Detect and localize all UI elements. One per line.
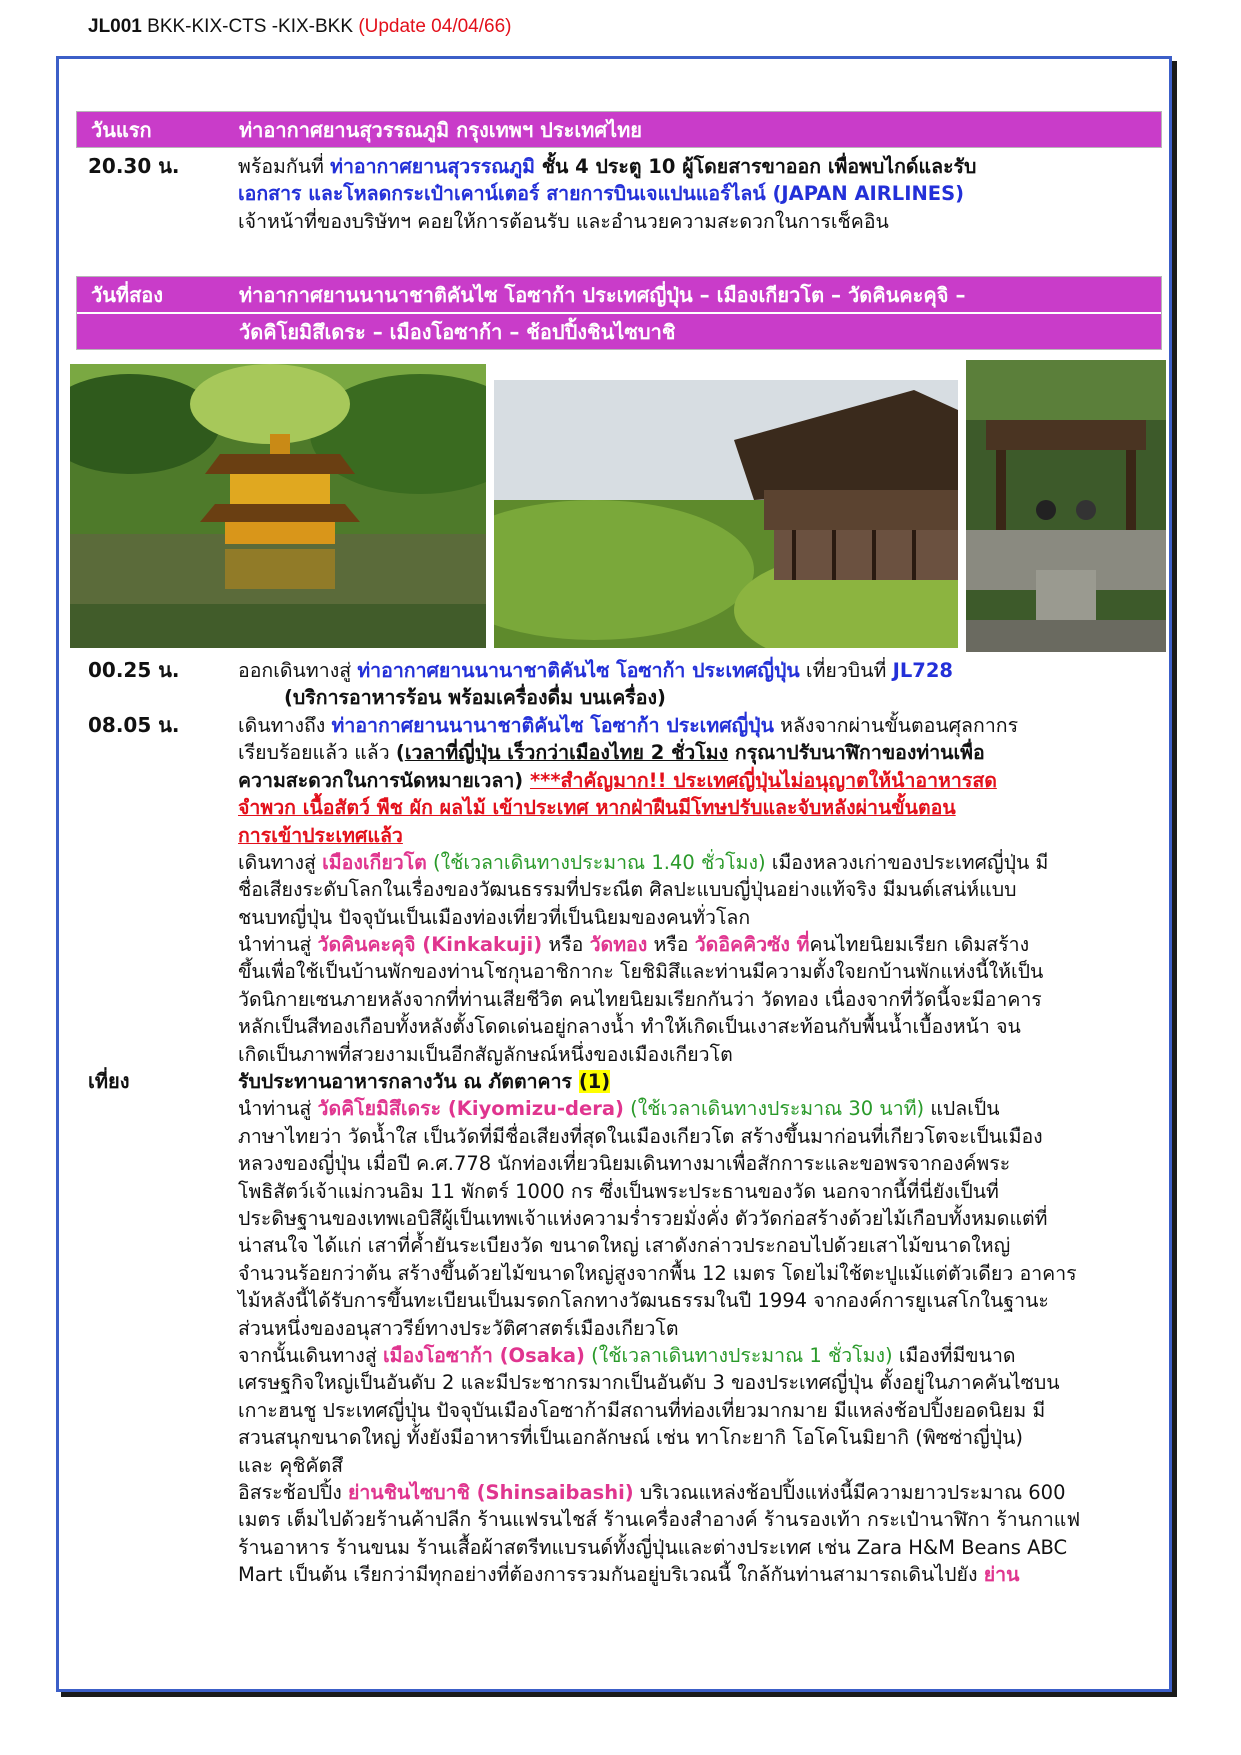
kinkakuji-photo bbox=[70, 364, 486, 648]
flight-line: ออกเดินทางสู่ ท่าอากาศยานนานาชาติคันไซ โอซาก้า ประเทศญี่ปุ่น เที่ยวบินที่ JL728 bbox=[238, 659, 953, 682]
kiyomizu-line5: ประดิษฐานของเทพเอบิสึผู้เป็นเทพเจ้าแห่งความร่ำรวยมั่งคั่ง ตัววัดก่อสร้างด้วยไม้เกือบทั้งหมดแต่ที่ bbox=[238, 1207, 1048, 1230]
kiyomizu-line9: ส่วนหนึ่งของอนุสาวรีย์ทางประวัติศาสตร์เมืองเกียวโต bbox=[238, 1317, 679, 1340]
osaka-line5: และ คุชิคัตสึ bbox=[238, 1454, 344, 1477]
kiyomizu-line7: จำนวนร้อยกว่าต้น สร้างขึ้นด้วยไม้ขนาดใหญ่สูงจากพื้น 12 เมตร โดยไม่ใช้ตะปูแม้แต่ตัวเดียว อาคาร bbox=[238, 1262, 1077, 1285]
kiyomizu-line8: ไม้หลังนี้ได้รับการขึ้นทะเบียนเป็นมรดกโลกทางวัฒนธรรมในปี 1994 จากองค์การยูเนสโกในฐานะ bbox=[238, 1289, 1049, 1312]
kiyomizu-line1: นำท่านสู่ วัดคิโยมิสึเดระ (Kiyomizu-dera) (ใช้เวลาเดินทางประมาณ 30 นาที) แปลเป็น bbox=[238, 1097, 1000, 1120]
day2-label: วันที่สอง bbox=[91, 282, 164, 307]
shinsaibashi-line3: ร้านอาหาร ร้านขนม ร้านเสื้อผ้าสตรีทแบรนด์ทั้งญี่ปุ่นและต่างประเทศ เช่น Zara H&M Beans ABC bbox=[238, 1536, 1068, 1559]
kinkakuji-line1: นำท่านสู่ วัดคินคะคุจิ (Kinkakuji) หรือ วัดทอง หรือ วัดอิคคิวซัง ที่คนไทยนิยมเรียก เดิมสร้าง bbox=[238, 933, 1030, 956]
kiyomizu-line3: หลวงของญี่ปุ่น เมื่อปี ค.ศ.778 นักท่องเที่ยวนิยมเดินทางมาเพื่อสักการะและขอพรจากองค์พระ bbox=[238, 1152, 1011, 1175]
meal-number: (1) bbox=[578, 1070, 611, 1093]
time-0025: 00.25 น. bbox=[88, 658, 180, 682]
kyoto-line2: ชื่อเสียงระดับโลกในเรื่องของวัฒนธรรมที่ประณีต ศิลปะแบบญี่ปุ่นอย่างแท้จริง มีมนต์เสน่ห์แบบ bbox=[238, 878, 1017, 901]
time-2030: 20.30 น. bbox=[88, 154, 180, 178]
osaka-line1: จากนั้นเดินทางสู่ เมืองโอซาก้า (Osaka) (ใช้เวลาเดินทางประมาณ 1 ชั่วโมง) เมืองที่มีขนาด bbox=[238, 1344, 1016, 1367]
document-code bbox=[88, 16, 511, 38]
day1-line3: เจ้าหน้าที่ของบริษัทฯ คอยให้การต้อนรับ และอำนวยความสะดวกในการเช็คอิน bbox=[238, 210, 889, 233]
arrival-line4: จำพวก เนื้อสัตว์ พืช ผัก ผลไม้ เข้าประเทศ หากฝ่าฝืนมีโทษปรับและจับหลังผ่านขั้นตอน bbox=[238, 796, 956, 819]
tour-route: BKK-KIX-CTS -KIX-BKK bbox=[141, 16, 359, 37]
day1-title: ท่าอากาศยานสุวรรณภูมิ กรุงเทพฯ ประเทศไทย bbox=[239, 117, 642, 142]
lunch-line: รับประทานอาหารกลางวัน ณ ภัตตาคาร (1) bbox=[238, 1070, 611, 1093]
kinkakuji-line3: วัดนิกายเซนภายหลังจากที่ท่านเสียชีวิต คนไทยนิยมเรียกกันว่า วัดทอง เนื่องจากที่วัดนี้จะมีอาคาร bbox=[238, 988, 1042, 1011]
day1-line2: เอกสาร และโหลดกระเป๋าเคาน์เตอร์ สายการบินเจแปนแอร์ไลน์ (JAPAN AIRLINES) bbox=[238, 182, 965, 205]
kinkakuji-line4: หลักเป็นสีทองเกือบทั้งหลังตั้งโดดเด่นอยู่กลางน้ำ ทำให้เกิดเป็นเงาสะท้อนกับพื้นน้ำเบื้องหน้า จน bbox=[238, 1015, 1021, 1038]
day2-title-line2: วัดคิโยมิสึเดระ – เมืองโอซาก้า – ช้อปปิ้งชินไซบาชิ bbox=[239, 319, 676, 344]
meal-service: (บริการอาหารร้อน พร้อมเครื่องดื่ม บนเครื่อง) bbox=[284, 686, 666, 709]
tour-code: JL001 bbox=[88, 16, 142, 37]
day2-title-line1: ท่าอากาศยานนานาชาติคันไซ โอซาก้า ประเทศญี่ปุ่น – เมืองเกียวโต – วัดคินคะคุจิ – bbox=[239, 282, 966, 307]
osaka-line3: เกาะฮนชู ประเทศญี่ปุ่น ปัจจุบันเมืองโอซาก้ามีสถานที่ท่องเที่ยวมากมาย มีแหล่งช้อปปิ้งยอดนิยม มี bbox=[238, 1399, 1046, 1422]
day1-label: วันแรก bbox=[91, 117, 152, 142]
time-noon: เที่ยง bbox=[88, 1069, 130, 1093]
osaka-line4: สวนสนุกขนาดใหญ่ ทั้งยังมีอาหารที่เป็นเอกลักษณ์ เช่น ทาโกะยากิ โอโคโนมิยากิ (พิซซ่าญี่ปุ่น) bbox=[238, 1426, 1024, 1449]
kiyomizudera-photo bbox=[494, 380, 958, 648]
kiyomizu-line4: โพธิสัตว์เจ้าแม่กวนอิม 11 พักตร์ 1000 กร ซึ่งเป็นพระประธานของวัด นอกจากนี้ที่นี่ยังเป็นที่ bbox=[238, 1180, 999, 1203]
kiyomizu-line2: ภาษาไทยว่า วัดน้ำใส เป็นวัดที่มีชื่อเสียงที่สุดในเมืองเกียวโต สร้างขึ้นมาก่อนที่เกียวโตจะเป็นเมือง bbox=[238, 1125, 1043, 1148]
shinsaibashi-line2: เมตร เต็มไปด้วยร้านค้าปลีก ร้านแฟรนไชส์ ร้านเครื่องสำอางค์ ร้านรองเท้า กระเป๋านาฬิกา ร้านกาแฟ bbox=[238, 1508, 1081, 1531]
kyoto-line1: เดินทางสู่ เมืองเกียวโต (ใช้เวลาเดินทางประมาณ 1.40 ชั่วโมง) เมืองหลวงเก่าของประเทศญี่ปุ่น มี bbox=[238, 851, 1049, 874]
arrival-line3: ความสะดวกในการนัดหมายเวลา) ***สำคัญมาก!! ประเทศญี่ปุ่นไม่อนุญาตให้นำอาหารสด bbox=[238, 769, 997, 792]
day1-header bbox=[76, 111, 1162, 148]
kyoto-line3: ชนบทญี่ปุ่น ปัจจุบันเป็นเมืองท่องเที่ยวที่เป็นนิยมของคนทั่วโลก bbox=[238, 906, 751, 929]
day1-line1: พร้อมกันที่ ท่าอากาศยานสุวรรณภูมิ ชั้น 4 ประตู 10 ผู้โดยสารขาออก เพื่อพบไกด์และรับ bbox=[238, 155, 977, 178]
arrival-line2: เรียบร้อยแล้ว แล้ว (เวลาที่ญี่ปุ่น เร็วกว่าเมืองไทย 2 ชั่วโมง กรุณาปรับนาฬิกาของท่านเพื่อ bbox=[238, 741, 985, 764]
shinsaibashi-line4: Mart เป็นต้น เรียกว่ามีทุกอย่างที่ต้องการรวมกันอยู่บริเวณนี้ ใกล้กันท่านสามารถเดินไปยัง ย่าน bbox=[238, 1563, 1020, 1586]
kinkakuji-line2: ขึ้นเพื่อใช้เป็นบ้านพักของท่านโชกุนอาชิกากะ โยชิมิสึและท่านมีความตั้งใจยกบ้านพักแห่งนี้ให้เป็น bbox=[238, 960, 1044, 983]
arrival-line1: เดินทางถึง ท่าอากาศยานนานาชาติคันไซ โอซาก้า ประเทศญี่ปุ่น หลังจากผ่านขั้นตอนศุลกากร bbox=[238, 714, 1019, 737]
shinsaibashi-line1: อิสระช้อปปิ้ง ย่านชินไซบาชิ (Shinsaibashi) บริเวณแหล่งช้อปปิ้งแห่งนี้มีความยาวประมาณ 600 bbox=[238, 1481, 1066, 1504]
otowa-waterfall-photo bbox=[966, 360, 1166, 652]
arrival-line5: การเข้าประเทศแล้ว bbox=[238, 824, 403, 847]
kinkakuji-line5: เกิดเป็นภาพที่สวยงามเป็นอีกสัญลักษณ์หนึ่งของเมืองเกียวโต bbox=[238, 1043, 733, 1066]
osaka-line2: เศรษฐกิจใหญ่เป็นอันดับ 2 และมีประชากรมากเป็นอันดับ 3 ของประเทศญี่ปุ่น ตั้งอยู่ในภาคคันไซบน bbox=[238, 1371, 1060, 1394]
kiyomizu-line6: น่าสนใจ ได้แก่ เสาที่ค้ำยันระเบียงวัด ขนาดใหญ่ เสาดังกล่าวประกอบไปด้วยเสาไม้ขนาดใหญ่ bbox=[238, 1234, 1011, 1257]
day2-header bbox=[76, 276, 1162, 350]
time-0805: 08.05 น. bbox=[88, 713, 180, 737]
update-date: (Update 04/04/66) bbox=[358, 16, 512, 37]
